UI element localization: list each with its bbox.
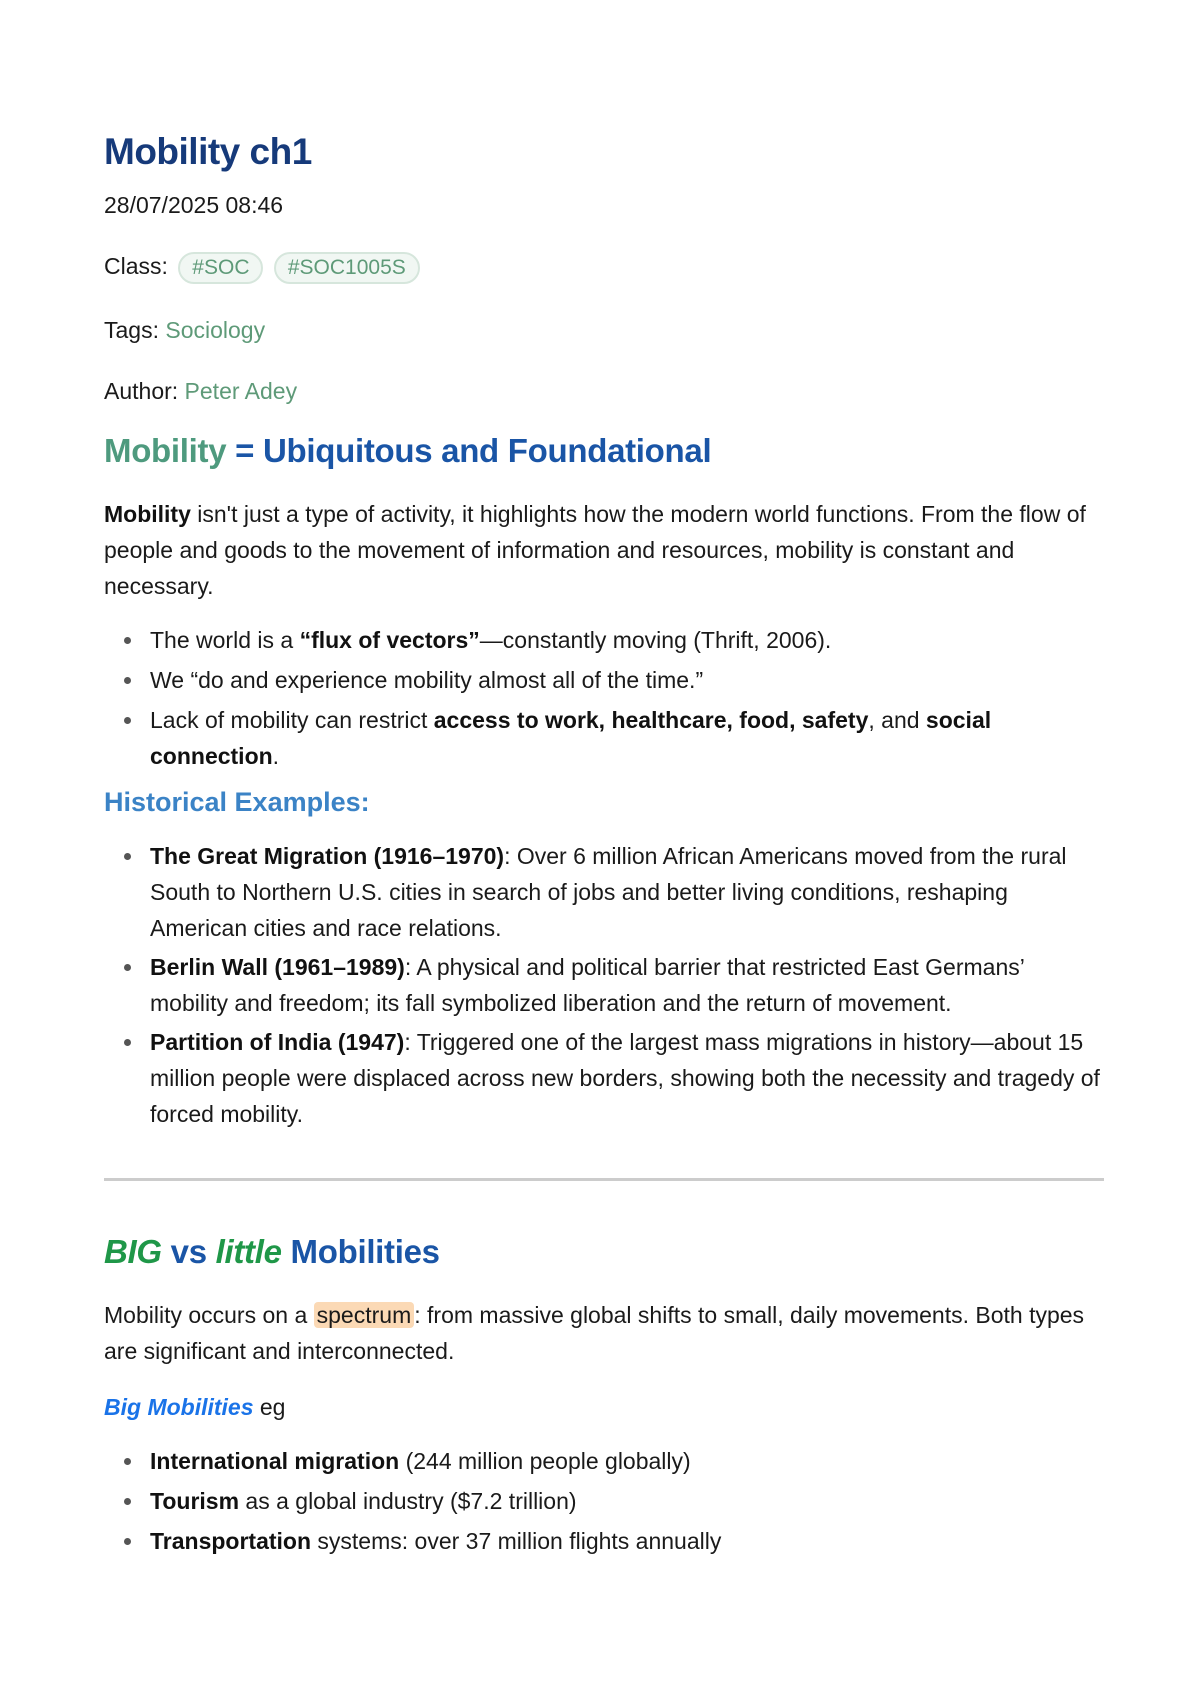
section-heading-mobility [104, 430, 1104, 472]
mobility-intro-paragraph [104, 496, 1104, 604]
class-row [104, 251, 1104, 284]
example-text: : Triggered one of the largest mass migrations in history—about 15 million people were displaced across new borders, showing both the necessity and tragedy of forced mobility. [150, 1028, 1100, 1127]
example-title: Berlin Wall (1961–1989) [150, 953, 405, 980]
list-item [104, 1443, 1104, 1479]
tags-label: Tags: [104, 316, 159, 343]
bullet-text: . [272, 742, 280, 769]
bullet-bold: “flux of vectors” [299, 626, 480, 653]
big-mobilities-suffix: eg [253, 1393, 286, 1420]
bullet-bold: access to work, healthcare, food, safety [433, 706, 869, 733]
list-item [104, 838, 1104, 946]
author-link[interactable]: Peter Adey [184, 377, 298, 404]
tag-link-sociology[interactable]: Sociology [165, 316, 266, 343]
list-item [104, 1483, 1104, 1519]
list-item [104, 949, 1104, 1021]
spectrum-highlight: spectrum [314, 1302, 415, 1328]
intro-bold: Mobility [104, 500, 191, 527]
heading-big-word: BIG [104, 1232, 162, 1270]
heading-vs-word: vs [161, 1232, 216, 1270]
section-divider [104, 1178, 1104, 1181]
heading-mobility-word: Mobility [104, 431, 227, 469]
item-text: (244 million people globally) [399, 1447, 691, 1474]
item-bold: International migration [150, 1447, 400, 1474]
example-text: : Over 6 million African Americans moved from the rural South to Northern U.S. cities in search of jobs and better living conditions, reshaping American cities and race relations. [150, 842, 1067, 941]
example-title: Partition of India (1947) [150, 1028, 405, 1055]
bullet-bold: social connection [150, 706, 992, 769]
spectrum-text: : from massive global shifts to small, daily movements. Both types are significant and interconnected. [104, 1301, 1085, 1364]
big-mobilities-line [104, 1389, 1104, 1425]
bullet-text: The world is a [150, 626, 300, 653]
class-label: Class: [104, 253, 168, 279]
example-text: : A physical and political barrier that restricted East Germans’ mobility and freedom; its fall symbolized liberation and the return of movement. [150, 953, 1024, 1016]
bullet-text: , and [868, 706, 926, 733]
item-bold: Transportation [150, 1527, 312, 1554]
author-label: Author: [104, 377, 179, 404]
class-tag-soc1005s[interactable]: #SOC1005S [274, 252, 420, 284]
spectrum-paragraph [104, 1297, 1104, 1369]
list-item [104, 622, 1104, 658]
item-bold: Tourism [150, 1487, 240, 1514]
note-date: 28/07/2025 08:46 [104, 192, 284, 218]
bullet-text: —constantly moving (Thrift, 2006). [479, 626, 832, 653]
big-mobilities-list [104, 1443, 1104, 1559]
list-item [104, 702, 1104, 774]
mobility-bullet-list [104, 622, 1104, 774]
section-heading-big-vs-little [104, 1231, 1104, 1273]
author-row [104, 376, 1104, 406]
bullet-text: Lack of mobility can restrict [150, 706, 434, 733]
big-mobilities-label: Big Mobilities [104, 1393, 254, 1420]
historical-examples-list [104, 838, 1104, 1132]
list-item [104, 1523, 1104, 1559]
list-item [104, 1024, 1104, 1132]
heading-mobilities-word: Mobilities [281, 1232, 440, 1270]
page-title: Mobility ch1 [104, 131, 312, 172]
item-text: systems: over 37 million flights annually [311, 1527, 722, 1554]
item-text: as a global industry ($7.2 trillion) [239, 1487, 577, 1514]
class-tag-soc[interactable]: #SOC [178, 252, 263, 284]
historical-examples-heading: Historical Examples: [104, 786, 370, 817]
tags-row [104, 315, 1104, 345]
list-item [104, 662, 1104, 698]
heading-little-word: little [215, 1232, 282, 1270]
intro-text: isn't just a type of activity, it highlights how the modern world functions. From the flow of people and goods to the movement of information and resources, mobility is constant and necessary. [104, 500, 1086, 599]
spectrum-text: Mobility occurs on a [104, 1301, 314, 1328]
heading-mobility-rest: = Ubiquitous and Foundational [226, 431, 712, 469]
example-title: The Great Migration (1916–1970) [150, 842, 505, 869]
note-page [104, 128, 1104, 1563]
bullet-text: We “do and experience mobility almost all of the time.” [150, 666, 704, 693]
